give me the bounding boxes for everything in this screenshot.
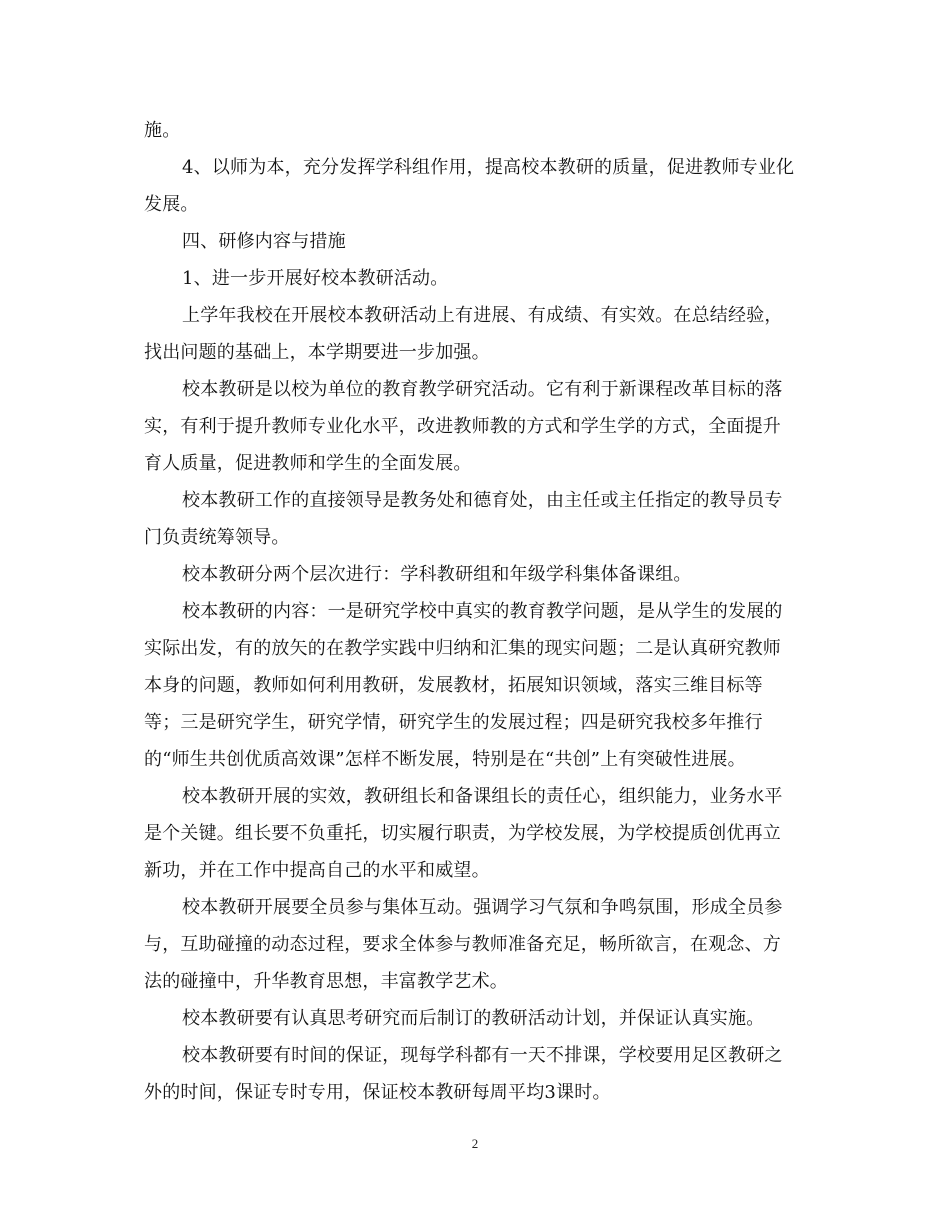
text-line: 发展。 [144,194,199,215]
text-line: 新功，并在工作中提高自己的水平和威望。 [144,860,490,881]
text-line: 校本教研分两个层次进行：学科教研组和年级学科集体备课组。 [182,564,692,585]
text-line: 外的时间，保证专时专用，保证校本教研每周平均3课时。 [144,1082,611,1103]
text-line: 等；三是研究学生，研究学情，研究学生的发展过程；四是研究我校多年推行 [144,712,763,733]
text-line: 是个关键。组长要不负重托，切实履行职责，为学校发展，为学校提质创优再立 [144,823,781,844]
text-line: 校本教研开展的实效，教研组长和备课组长的责任心，组织能力，业务水平 [182,786,783,807]
text-line: 法的碰撞中，升华教育思想，丰富教学艺术。 [144,971,508,992]
section-heading: 四、研修内容与措施 [182,231,346,252]
text-line: 门负责统筹领导。 [144,527,290,548]
page-number: 2 [471,1136,479,1151]
text-line: 校本教研要有时间的保证，现每学科都有一天不排课，学校要用足区教研之 [182,1045,783,1066]
document-body [144,112,812,1111]
text-line: 上学年我校在开展校本教研活动上有进展、有成绩、有实效。在总结经验， [182,305,783,326]
text-line: 校本教研的内容：一是研究学校中真实的教育教学问题，是从学生的发展的 [182,601,783,622]
text-line: 校本教研是以校为单位的教育教学研究活动。它有利于新课程改革目标的落 [182,379,783,400]
text-line: 校本教研要有认真思考研究而后制订的教研活动计划，并保证认真实施。 [182,1008,765,1029]
text-line: 校本教研开展要全员参与集体互动。强调学习气氛和争鸣氛围，形成全员参 [182,897,783,918]
text-line: 本身的问题，教师如何利用教研，发展教材，拓展知识领域，落实三维目标等 [144,675,763,696]
text-line: 与，互助碰撞的动态过程，要求全体参与教师准备充足，畅所欲言，在观念、方 [144,934,781,955]
text-line: 找出问题的基础上，本学期要进一步加强。 [144,342,490,363]
text-line: 4、以师为本，充分发挥学科组作用，提高校本教研的质量，促进教师专业化 [182,157,795,178]
subsection-heading: 1、进一步开展好校本教研活动。 [182,268,449,289]
text-line: 育人质量，促进教师和学生的全面发展。 [144,453,472,474]
text-line: 的“师生共创优质高效课”怎样不断发展，特别是在“共创”上有突破性进展。 [144,749,746,770]
text-line: 施。 [144,120,181,141]
text-line: 实际出发，有的放矢的在教学实践中归纳和汇集的现实问题；二是认真研究教师 [144,638,781,659]
text-line: 校本教研工作的直接领导是教务处和德育处，由主任或主任指定的教导员专 [182,490,783,511]
text-line: 实，有利于提升教师专业化水平，改进教师教的方式和学生学的方式，全面提升 [144,416,781,437]
